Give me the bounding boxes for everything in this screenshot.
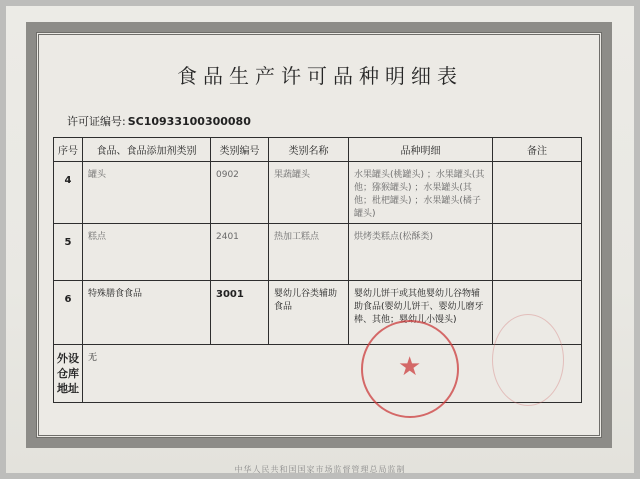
row-note	[493, 224, 582, 281]
table-row	[54, 162, 582, 224]
row-code: 3001	[211, 281, 269, 345]
row-name: 热加工糕点	[269, 224, 349, 281]
row-category: 罐头	[83, 162, 211, 224]
row-code: 0902	[211, 162, 269, 224]
row-name: 婴幼儿谷类辅助食品	[269, 281, 349, 345]
row-seq: 6	[54, 281, 83, 345]
row-category: 糕点	[83, 224, 211, 281]
header-name: 类别名称	[269, 138, 349, 162]
license-number: SC10933100300080	[127, 115, 251, 128]
row-seq: 5	[54, 224, 83, 281]
row-detail: 婴幼儿饼干或其他婴幼儿谷物辅助食品(婴幼儿饼干、婴幼儿磨牙棒、其他；婴幼儿小馒头)	[349, 281, 493, 345]
warehouse-value: 无	[83, 345, 582, 403]
row-code: 2401	[211, 224, 269, 281]
issuer-footer: 中华人民共和国国家市场监督管理总局监制	[234, 465, 406, 474]
seal-star-icon: ★	[398, 352, 422, 382]
document-title: 食品生产许可品种明细表	[177, 64, 463, 88]
faded-seal	[492, 314, 564, 406]
header-code: 类别编号	[211, 138, 269, 162]
license-label: 许可证编号:	[67, 115, 126, 128]
row-seq: 4	[54, 162, 83, 224]
table-row	[54, 224, 582, 281]
table-header-row	[54, 138, 582, 162]
warehouse-label: 外设仓库地址	[54, 345, 83, 403]
header-note: 备注	[493, 138, 582, 162]
row-detail: 水果罐头(桃罐头) ；水果罐头(其他；猕猴罐头) ；水果罐头(其他；枇杷罐头) ；水果罐头(橘子罐头)	[349, 162, 493, 224]
row-detail: 烘烤类糕点(松酥类)	[349, 224, 493, 281]
license-number-line	[67, 113, 251, 129]
row-note	[493, 162, 582, 224]
row-category: 特殊膳食食品	[83, 281, 211, 345]
row-name: 果蔬罐头	[269, 162, 349, 224]
header-detail: 品种明细	[349, 138, 493, 162]
header-category: 食品、食品添加剂类别	[83, 138, 211, 162]
header-seq: 序号	[54, 138, 83, 162]
